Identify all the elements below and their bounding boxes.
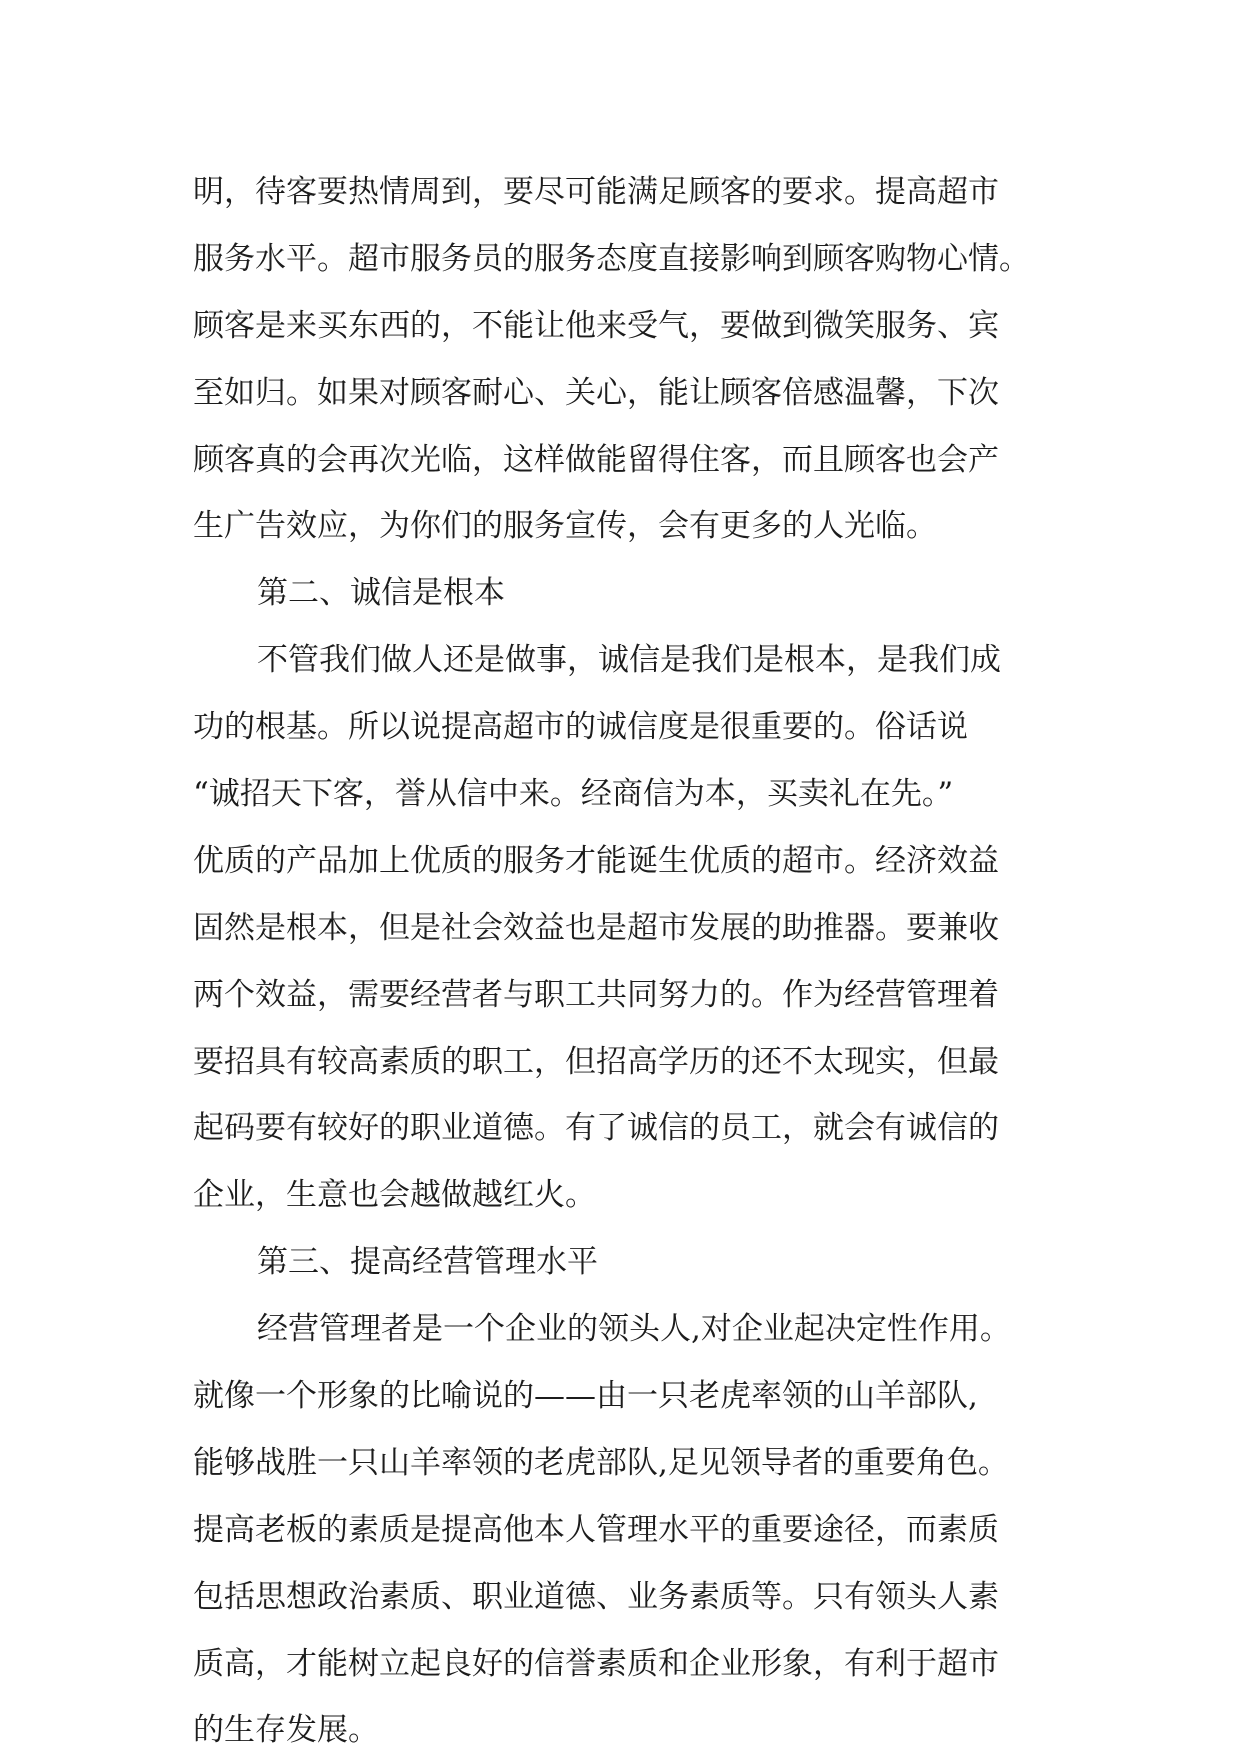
text-line: 包括思想政治素质、职业道德、业务素质等。只有领头人素 bbox=[193, 1578, 999, 1615]
paragraph-start-line: 不管我们做人还是做事，诚信是我们是根本，是我们成 bbox=[257, 642, 1001, 679]
paragraph-start-line: 第三、提高经营管理水平 bbox=[257, 1244, 598, 1281]
paragraph-start-line: 经营管理者是一个企业的领头人,对企业起决定性作用。 bbox=[257, 1311, 1011, 1348]
text-line: 明，待客要热情周到，要尽可能满足顾客的要求。提高超市 bbox=[193, 174, 999, 210]
text-line: 服务水平。超市服务员的服务态度直接影响到顾客购物心情。 bbox=[193, 240, 1030, 277]
text-line: 顾客真的会再次光临，这样做能留得住客，而且顾客也会产 bbox=[193, 441, 999, 478]
text-line: 功的根基。所以说提高超市的诚信度是很重要的。俗话说 bbox=[193, 709, 968, 746]
text-line: 要招具有较高素质的职工，但招高学历的还不太现实，但最 bbox=[193, 1043, 999, 1080]
text-line: 的生存发展。 bbox=[193, 1712, 379, 1749]
text-line: 两个效益，需要经营者与职工共同努力的。作为经营管理着 bbox=[193, 976, 999, 1013]
text-line: 固然是根本，但是社会效益也是超市发展的助推器。要兼收 bbox=[193, 909, 999, 946]
text-line: 质高，才能树立起良好的信誉素质和企业形象，有利于超市 bbox=[193, 1645, 999, 1682]
paragraph-start-line: 第二、诚信是根本 bbox=[257, 575, 505, 612]
text-line: 顾客是来买东西的，不能让他来受气，要做到微笑服务、宾 bbox=[193, 307, 999, 344]
text-line: 就像一个形象的比喻说的——由一只老虎率领的山羊部队, bbox=[193, 1378, 978, 1415]
text-line: 起码要有较好的职业道德。有了诚信的员工，就会有诚信的 bbox=[193, 1110, 999, 1147]
text-line: 生广告效应，为你们的服务宣传，会有更多的人光临。 bbox=[193, 508, 937, 545]
text-line: 提高老板的素质是提高他本人管理水平的重要途径，而素质 bbox=[193, 1511, 999, 1548]
text-line: 能够战胜一只山羊率领的老虎部队,足见领导者的重要角色。 bbox=[193, 1444, 1009, 1481]
text-line: “诚招天下客，誉从信中来。经商信为本，买卖礼在先。” bbox=[193, 776, 954, 813]
document-body bbox=[193, 159, 1093, 1764]
text-line: 优质的产品加上优质的服务才能诞生优质的超市。经济效益 bbox=[193, 842, 999, 879]
text-line: 企业，生意也会越做越红火。 bbox=[193, 1177, 596, 1214]
text-line: 至如归。如果对顾客耐心、关心，能让顾客倍感温馨，下次 bbox=[193, 374, 999, 411]
